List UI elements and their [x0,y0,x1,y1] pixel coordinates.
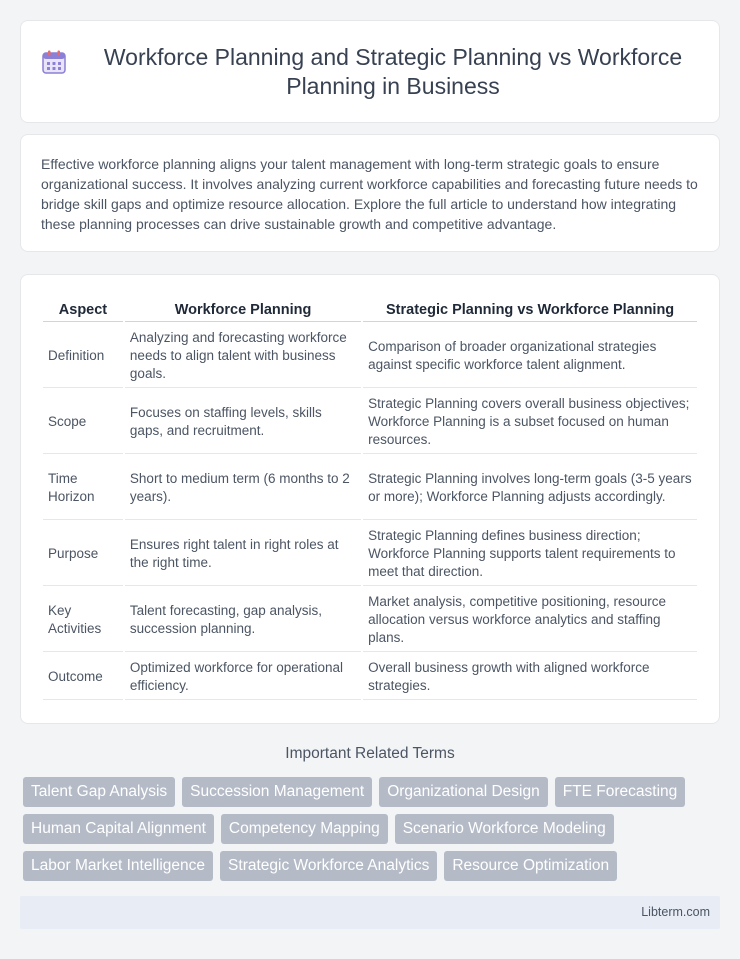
calendar-icon [41,49,67,75]
table-row [43,588,697,652]
related-term-tag[interactable]: Labor Market Intelligence [23,851,213,881]
table-row [43,390,697,454]
table-row [43,654,697,700]
cell-aspect: Key Activities [43,588,123,652]
table-row [43,522,697,586]
comparison-card [20,274,720,724]
header-aspect: Aspect [43,297,123,322]
table-row [43,324,697,388]
cell-strategic-vs-workforce: Comparison of broader organizational strategies against specific workforce talent alignment. [363,324,697,388]
intro-text: Effective workforce planning aligns your talent management with long-term strategic goals to ensure organizational success. It involves analyzing current workforce capabilities and forecasting future needs to bridge skill gaps and optimize resource allocation. Explore the full article to understand how integrating these planning processes can drive sustainable growth and competitive advantage. [41,156,698,232]
table-row [43,456,697,520]
header-card [20,20,720,123]
footer-brand-link[interactable]: Libterm.com [641,905,710,919]
cell-workforce-planning: Short to medium term (6 months to 2 years). [125,456,361,520]
related-terms-title: Important Related Terms [285,745,455,762]
cell-strategic-vs-workforce: Overall business growth with aligned workforce strategies. [363,654,697,700]
related-term-tag[interactable]: Succession Management [182,777,372,807]
footer [20,896,720,929]
related-term-tag[interactable]: Scenario Workforce Modeling [395,814,614,844]
cell-workforce-planning: Ensures right talent in right roles at the right time. [125,522,361,586]
cell-strategic-vs-workforce: Strategic Planning involves long-term goals (3-5 years or more); Workforce Planning adjusts accordingly. [363,456,697,520]
cell-strategic-vs-workforce: Market analysis, competitive positioning, resource allocation versus workforce analytics and staffing plans. [363,588,697,652]
cell-aspect: Outcome [43,654,123,700]
table-header-row [43,297,697,322]
cell-workforce-planning: Focuses on staffing levels, skills gaps, and recruitment. [125,390,361,454]
cell-aspect: Definition [43,324,123,388]
related-term-tag[interactable]: Resource Optimization [444,851,617,881]
intro-card [20,134,720,252]
cell-strategic-vs-workforce: Strategic Planning covers overall business objectives; Workforce Planning is a subset focused on human resources. [363,390,697,454]
header-workforce-planning: Workforce Planning [125,297,361,322]
cell-workforce-planning: Optimized workforce for operational efficiency. [125,654,361,700]
cell-aspect: Time Horizon [43,456,123,520]
related-terms-list [23,777,723,881]
related-term-tag[interactable]: Talent Gap Analysis [23,777,175,807]
related-term-tag[interactable]: Competency Mapping [221,814,388,844]
related-term-tag[interactable]: FTE Forecasting [555,777,686,807]
cell-workforce-planning: Analyzing and forecasting workforce needs to align talent with business goals. [125,324,361,388]
header-strategic-vs-workforce: Strategic Planning vs Workforce Planning [363,297,697,322]
cell-strategic-vs-workforce: Strategic Planning defines business direction; Workforce Planning supports talent requirements to meet that direction. [363,522,697,586]
related-term-tag[interactable]: Strategic Workforce Analytics [220,851,437,881]
header [41,43,699,101]
cell-aspect: Purpose [43,522,123,586]
related-term-tag[interactable]: Organizational Design [379,777,548,807]
page-title: Workforce Planning and Strategic Planning vs Workforce Planning in Business [103,43,683,99]
cell-aspect: Scope [43,390,123,454]
related-term-tag[interactable]: Human Capital Alignment [23,814,214,844]
comparison-table [41,295,699,702]
cell-workforce-planning: Talent forecasting, gap analysis, succession planning. [125,588,361,652]
